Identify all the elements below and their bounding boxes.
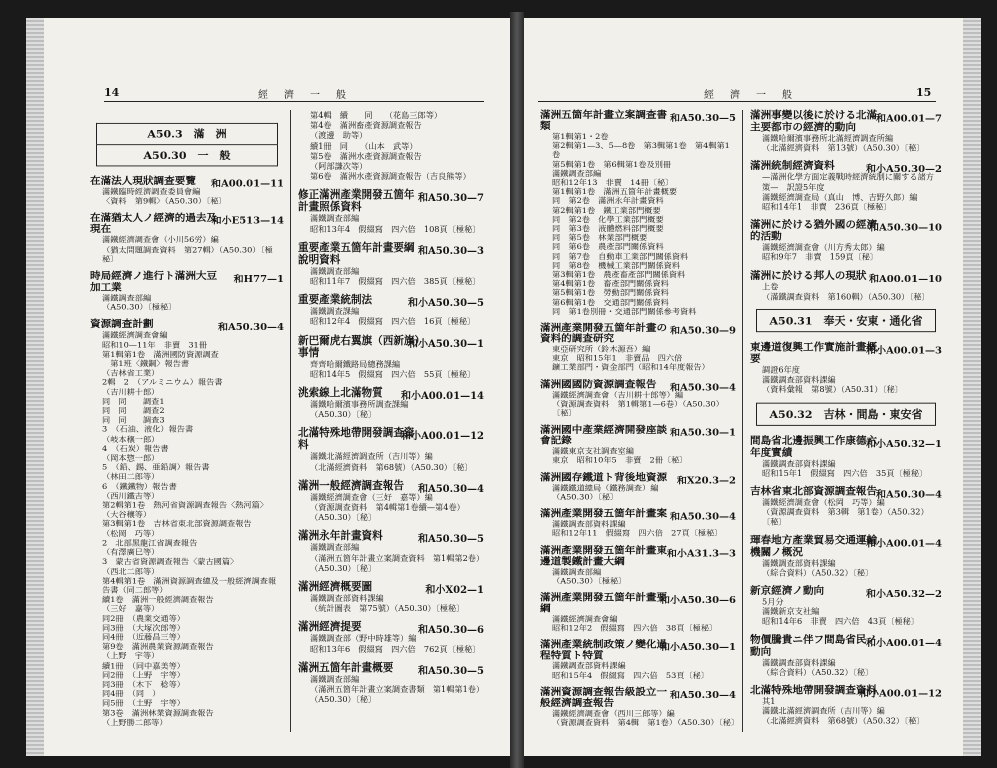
catalog-entry <box>540 509 736 538</box>
call-number: 和小A31.3—3 <box>666 548 736 559</box>
entry-detail: 上卷 <box>762 281 779 292</box>
catalog-entry <box>540 545 736 585</box>
entry-detail: 2 北部黑龍江省調查報告 <box>102 537 198 548</box>
entry-title: 滿洲經濟概要圖 <box>298 581 373 594</box>
entry-detail: （A50.30）〔極秘〕 <box>552 575 627 585</box>
call-number: 和A50.30—9 <box>669 326 736 337</box>
entry-detail: 滿鐵調查課編 <box>310 306 360 317</box>
call-number: 和小A50.30—1 <box>407 338 484 350</box>
entry-detail: 2輯 2 （アルミニウム）報告書 <box>102 377 223 387</box>
entry-detail: 第4卷 滿洲畜產資源調查報告 <box>310 120 422 131</box>
entry-detail: 昭和15年1 假綴寫 四六倍 35頁〔極秘〕 <box>762 468 928 478</box>
entry-detail: （統計圖表 第75號）（A50.30）〔極秘〕 <box>310 603 465 614</box>
entry-list <box>90 176 284 727</box>
entry-detail: 昭和15年4 假綴寫 四六倍 53頁〔秘〕 <box>552 670 710 680</box>
entry-title: 滿洲永年計畫資料 <box>298 530 383 543</box>
catalog-entry <box>298 427 484 471</box>
entry-detail: 第3輯第1卷 農產畜產部門關係資料 <box>552 269 686 279</box>
running-title: 經 濟 一 般 <box>704 90 795 101</box>
entry-detail: （資料彙報 第8號）（A50.31）〔秘〕 <box>762 384 903 395</box>
entry-detail: 第2輯第1—3、5—8卷 第3輯第1卷 第4輯第1卷 <box>552 140 730 160</box>
entry-detail: 同5冊 （土野 宇等） <box>102 698 185 708</box>
entry-detail: 第1輯第1・2卷 <box>552 131 609 141</box>
entry-detail: 同3冊 （大塚次郎等） <box>102 622 185 633</box>
catalog-entry <box>750 585 942 626</box>
entry-list <box>750 110 942 301</box>
entry-detail: （滿洲五箇年計畫立案調查資料 第1輯第2卷） <box>310 552 485 563</box>
entry-detail: 滿鐵調查部編 <box>102 293 152 303</box>
catalog-entry <box>540 323 736 372</box>
book-spine <box>510 12 524 768</box>
catalog-entry <box>540 110 736 316</box>
entry-detail: （資源調查資料 第4輯第1卷續—第4卷） <box>310 502 465 513</box>
entry-detail: 第3輯第1卷 吉林省東北部資源調查報告 <box>102 519 252 529</box>
call-number: 和小A50.32—2 <box>865 589 942 600</box>
catalog-entry <box>90 319 284 726</box>
entry-detail: 滿鐵經濟調查會（松岡 巧等）編 <box>762 497 885 508</box>
entry-detail: 3 蒙古省資源調查報告〈蒙古國篇〉 <box>102 556 239 567</box>
entry-detail: 第2輯第1卷 鐵工業部門概要 <box>552 205 661 215</box>
entry-detail: 續1冊 （同中嘉美等） <box>102 660 185 670</box>
entry-detail: 滿鐵經濟調查會（小川56労）編 <box>102 235 219 245</box>
entry-title: 新巴爾虎右翼旗（西新旗）事情 <box>298 334 420 359</box>
entry-detail: 滿鐵調查部資料課編 <box>762 374 836 385</box>
catalog-entry <box>298 189 484 233</box>
entry-detail: 昭和14年6 非賣 四六倍 43頁〔極秘〕 <box>762 616 920 627</box>
entry-detail: 滿鐵調查部資料課編 <box>552 661 626 671</box>
category-heading: A50.32 吉林・間島・東安省 <box>756 402 936 425</box>
entry-detail: 第1輯第1卷 滿洲國防資源調查 <box>102 349 219 359</box>
entry-detail: 第9卷 滿洲農業資源調查報告 <box>102 641 214 651</box>
entry-title: 重要產業統制法 <box>298 294 373 307</box>
entry-detail: （林田二郎等） <box>102 471 160 482</box>
entry-title: 修正滿洲產業開發五箇年計畫照係資料 <box>298 189 415 214</box>
category-heading: A50.3 滿 洲 <box>96 123 278 144</box>
entry-detail: （猶太問題調查資料 第27輯）（A50.30）〔極秘〕 <box>102 244 273 264</box>
call-number: 和A50.30—4 <box>669 382 736 393</box>
entry-title: 滿洲經濟提要 <box>298 621 362 634</box>
entry-title: 滿洲五箇年計畫立案調查書類 <box>540 110 668 132</box>
page-edge <box>963 18 981 756</box>
page-edge <box>26 18 44 756</box>
entry-detail: （上野勝二郎等） <box>102 717 168 727</box>
entry-title: 滿洲國中產業經濟開發座談會記錄 <box>540 424 668 447</box>
entry-list <box>750 435 942 726</box>
entry-detail: 昭和13年6 假綴寫 四六倍 762頁〔極秘〕 <box>310 643 481 654</box>
catalog-entry <box>540 472 736 501</box>
catalog-entry <box>540 592 736 632</box>
entry-detail: 第1輯第1卷 滿洲五箇年計畫概要 <box>552 186 678 196</box>
entry-detail: 第6卷 滿洲水產資源調查報告（吉良熊等） <box>310 171 471 182</box>
entry-detail: 同 第3卷 液體燃料部門概要 <box>552 223 664 233</box>
entry-detail: 第6輯第1卷 交通部門關係資料 <box>552 297 669 307</box>
entry-title: 物價騰貴ニ伴フ間島省民ノ動向 <box>750 634 878 658</box>
entry-detail: 滿鐵調查部資料課編 <box>762 557 836 568</box>
entry-title: 間島省北邊振興工作康德六年度實績 <box>750 435 878 459</box>
entry-detail: 昭和10—11年 非賣 31冊 <box>102 339 207 350</box>
entry-title: 時局經濟ノ進行ト滿洲大豆加工業 <box>90 270 218 294</box>
call-number: 和A50.30—5 <box>417 665 484 677</box>
entry-title: 滿洲事變以後に於ける北滿主要都市の經濟的動向 <box>750 110 878 134</box>
catalog-entry <box>750 219 942 262</box>
entry-title: 重要產業五箇年計畫要綱說明資料 <box>298 241 415 266</box>
right-column-2 <box>750 110 942 734</box>
entry-detail: 昭和12年2 假綴寫 四六倍 38頁〔極秘〕 <box>552 623 718 633</box>
call-number: 和A00.01—10 <box>869 273 942 285</box>
entry-detail: 第4輯第1卷 滿洲資源調查總及一般經濟調查報告書（同二郎等） <box>102 575 277 595</box>
catalog-entry <box>750 486 942 527</box>
entry-detail: （北滿經濟資料 第13號）（A50.30）〔秘〕 <box>762 143 925 153</box>
catalog-entry <box>298 662 484 705</box>
entry-detail: 滿鐵調查部編 <box>310 542 360 553</box>
call-number: 和小A50.30—1 <box>659 643 736 654</box>
catalog-entry <box>750 270 942 301</box>
entry-title: 滿洲五箇年計畫概要 <box>298 661 394 674</box>
entry-detail: 續1卷 滿洲一般經濟調查報告 <box>102 594 214 604</box>
entry-detail: 5月分 <box>762 596 784 607</box>
entry-detail: （西川鐵吉等） <box>102 490 160 500</box>
entry-list <box>540 110 740 727</box>
call-number: 和小A00.01—12 <box>859 688 942 700</box>
call-number: 和小A00.01—12 <box>401 431 484 443</box>
entry-detail: 4 （石炭）報告書 <box>102 443 169 453</box>
left-column-2 <box>298 110 484 713</box>
entry-detail: 6 （鐵鐵物）報告書 <box>102 481 177 491</box>
header-rule <box>538 101 936 102</box>
entry-detail: （A50.30）〔極秘〕 <box>102 302 177 312</box>
entry-detail: （岐本穣一郎） <box>102 434 160 444</box>
entry-detail: 同 第1卷別冊・交通部門關係參考資料 <box>552 306 697 316</box>
entry-detail: 東京 昭和15年1 非賣品 四六倍 <box>552 353 683 363</box>
entry-detail: 第1班〈鐵鋼〉報告書 <box>102 358 190 368</box>
entry-title: 在滿法人現狀調查要覽 <box>90 175 196 187</box>
entry-detail: （A50.30）〔秘〕 <box>310 694 377 705</box>
entry-title: 滿洲國存鐵道ト背後地資源 <box>540 472 668 484</box>
entry-detail: 調證6年度 <box>762 365 800 375</box>
catalog-entry <box>298 581 484 613</box>
entry-detail: 昭和13年4 假綴寫 四六倍 108頁〔極秘〕 <box>310 223 481 234</box>
entry-title: 洮索線上北滿物質 <box>298 387 383 400</box>
entry-detail: （綜合資料）（A50.32）〔秘〕 <box>762 567 874 578</box>
entry-detail: 昭和14年5 假綴寫 四六倍 55頁〔極秘〕 <box>310 368 476 379</box>
entry-detail: 滿鐵經濟調查會（川方秀太郎）編 <box>762 242 885 253</box>
entry-detail: （資源調查資料 第4輯 第1卷）（A50.30）〔秘〕 <box>552 717 740 727</box>
entry-detail: 同 第7卷 自動車工業部門關係資料 <box>552 251 689 261</box>
left-column-1 <box>90 110 284 734</box>
entry-detail: 昭和9年7 非賣 159頁〔秘〕 <box>762 252 879 263</box>
catalog-entry <box>540 640 736 680</box>
entry-detail: 東亞研究所（鈴木源吾）編 <box>552 344 651 354</box>
catalog-entry <box>540 425 736 465</box>
entry-detail: 第5輯第1卷 勞動部門關係資料 <box>552 288 669 298</box>
call-number: 和小X02—1 <box>425 585 484 597</box>
call-number: 和小A00.01—4 <box>865 538 942 550</box>
call-number: 和小E513—14 <box>211 216 284 227</box>
entry-detail: 東京 昭和10年5 非賣 2冊〔秘〕 <box>552 455 688 465</box>
entry-detail: 昭和11年7 假綴寫 四六倍 385頁〔極秘〕 <box>310 276 481 287</box>
entry-detail: 續1冊 同 （山本 武等） <box>310 140 418 151</box>
call-number: 和小A50.30—2 <box>865 164 942 176</box>
entry-detail: 滿鐵北滿經濟調查所（吉川等）編 <box>762 706 885 716</box>
entry-detail: 滿鐵哈爾濱事務所北滿經濟調查所編 <box>762 133 894 143</box>
catalog-entry <box>750 634 942 677</box>
catalog-entry <box>298 530 484 573</box>
page-number: 15 <box>916 86 932 99</box>
entry-detail: 同 同 調查3 <box>102 415 165 425</box>
catalog-entry <box>298 110 484 181</box>
call-number: 和小A00.01—4 <box>865 638 942 649</box>
entry-detail: （A50.30）〔秘〕 <box>310 409 377 420</box>
entry-title: 新京經濟ノ動向 <box>750 585 825 597</box>
call-number: 和小A00.01—3 <box>865 345 942 357</box>
catalog-entry <box>298 242 484 286</box>
entry-detail: （吉川耕十郎） <box>102 387 160 397</box>
entry-title: 滿洲資源調查報告級設立一般經濟調查報告 <box>540 686 668 709</box>
entry-title: 滿洲國國防資源調查報告 <box>540 379 657 391</box>
entry-title: 滿洲に於ける邦人の現狀 <box>750 269 867 282</box>
running-title: 經 濟 一 般 <box>258 90 349 101</box>
entry-detail: 同 第8卷 機械工業部門關係資料 <box>552 260 681 270</box>
entry-title: 滿洲產業開發五箇年計畫要綱 <box>540 592 668 614</box>
entry-detail: （資源調查資料 第3輯 第1卷）（A50.32）〔秘〕 <box>762 507 929 527</box>
entry-detail: 滿鐵調查部資料課編 <box>762 657 836 668</box>
entry-detail: （上野 宇等） <box>102 651 160 661</box>
entry-title: 東邊道復興工作實施計畫概要 <box>750 341 878 366</box>
entry-detail: 昭和12年13 非賣 14冊〔秘〕 <box>552 177 674 187</box>
entry-detail: （北滿經濟資料 第68號）（A50.30）〔秘〕 <box>310 461 473 472</box>
entry-detail: 滿鐵調查部編 <box>552 168 602 178</box>
call-number: 和小A50.30—5 <box>407 298 484 310</box>
entry-detail: 齊齊哈爾鐵路局總務課編 <box>310 358 401 369</box>
left-page <box>26 18 510 756</box>
entry-detail: 第5卷 滿洲水產資源調查報告 <box>310 150 422 161</box>
catalog-entry <box>298 335 484 379</box>
catalog-entry <box>298 621 484 653</box>
catalog-entry <box>298 294 484 326</box>
entry-detail: 滿鐵調查部編 <box>310 213 360 224</box>
entry-detail: 同4冊 （近藤昌三等） <box>102 632 185 642</box>
entry-detail: 滿鐵經濟調查局（真山 博、吉野久郎）編 <box>762 191 918 202</box>
entry-detail: 昭和14年1 非賣 236頁〔極秘〕 <box>762 201 892 212</box>
entry-detail: （A50.30）〔秘〕 <box>310 512 377 523</box>
entry-detail: （松岡 巧等） <box>102 528 160 538</box>
catalog-entry <box>750 161 942 212</box>
entry-detail: （岡本惣一郎） <box>102 453 160 463</box>
entry-detail: 滿鐵新京支社編 <box>762 606 820 617</box>
entry-detail: （A50.30）〔秘〕 <box>310 562 377 573</box>
entry-detail: 滿鐵鐵道總局（鐵務調查）編 <box>552 483 659 493</box>
entry-title: 滿洲一般經濟調查報告 <box>298 479 404 492</box>
entry-detail: 同2冊 （農業交通等） <box>102 613 185 623</box>
entry-detail: 同 第2卷 滿洲永年計畫資料 <box>552 196 664 206</box>
call-number: 和A50.30—4 <box>669 512 736 523</box>
entry-title: 北滿特殊地帶開發調查資料 <box>750 684 878 697</box>
entry-detail: 鑛工業部門・資金部門（昭和14年度報告） <box>552 362 710 372</box>
catalog-entry <box>750 110 942 153</box>
entry-detail: 滿鐵臨時經濟調查委員會編 <box>102 186 201 196</box>
page-number: 14 <box>104 86 120 99</box>
header-rule <box>104 101 484 102</box>
entry-title: 在滿猶太人ノ經濟的過去及現在 <box>90 212 218 236</box>
entry-detail: 滿鐵調查部資料課編 <box>310 593 384 604</box>
entry-detail: 滿鐵調查部編 <box>552 566 602 576</box>
column-rule <box>742 110 743 732</box>
entry-title: 滿洲產業開發五箇年計畫案 <box>540 508 668 520</box>
call-number: 和A50.30—4 <box>417 483 484 495</box>
entry-detail: 滿鐵東京支社調查室編 <box>552 446 634 456</box>
entry-detail: （滿鐵調查資料 第160輯）（A50.30）〔秘〕 <box>762 291 930 302</box>
entry-list <box>750 342 942 395</box>
catalog-entry <box>750 435 942 478</box>
call-number: 和小A00.01—14 <box>401 391 484 403</box>
catalog-entry <box>750 342 942 395</box>
call-number: 和A50.30—7 <box>417 193 484 205</box>
entry-detail: 滿鐵哈爾濱事務所調查課編 <box>310 399 409 410</box>
entry-title: 資源調查計劃 <box>90 319 154 331</box>
entry-detail: （滿洲五箇年計畫立案調查書類 第1輯第1卷） <box>310 684 485 695</box>
entry-detail: （三好 嘉等） <box>102 603 160 614</box>
call-number: 和H77—1 <box>233 274 284 285</box>
catalog-entry <box>540 686 740 727</box>
column-rule <box>290 110 291 732</box>
right-column-1 <box>540 110 740 734</box>
entry-detail: 同 第6卷 農產部門關係資料 <box>552 242 664 252</box>
entry-title: 滿洲產業統制政策ノ變化過程特質ト特質 <box>540 639 668 662</box>
call-number: 和A50.30—4 <box>669 690 736 701</box>
entry-title: 滿洲產業開發五箇年計畫東邊道製鐵計畫大綱 <box>540 545 668 567</box>
entry-title: 琿春地方產業貿易交通運輸機關ノ概況 <box>750 534 878 558</box>
entry-detail: （阿部謙次等） <box>310 161 368 172</box>
call-number: 和A00.01—11 <box>211 179 284 190</box>
entry-detail: （吉林省工業） <box>102 368 160 378</box>
entry-detail: 第4輯第1卷 畜產部門關係資料 <box>552 278 669 288</box>
catalog-entry <box>750 535 942 578</box>
entry-detail: 滿鐵經濟調查會（吉川耕十郎等）編 <box>552 390 684 400</box>
catalog-entry <box>90 271 284 312</box>
entry-title: 滿洲統制經濟資料 <box>750 160 835 173</box>
call-number: 和小A50.30—6 <box>659 595 736 606</box>
call-number: 和A50.30—5 <box>417 534 484 546</box>
entry-detail: 同 第5卷 林業部門概要 <box>552 232 648 242</box>
entry-title: 北滿特殊地帶開發調查資料 <box>298 427 415 452</box>
entry-detail: 同 同 調查1 <box>102 396 165 406</box>
entry-detail: 同3冊 （木下 稔等） <box>102 679 185 689</box>
catalog-entry <box>90 213 284 263</box>
catalog-entry <box>298 387 484 419</box>
entry-detail: （西北二郎等） <box>102 566 160 576</box>
entry-detail: 滿鐵調查部（野中時雄等）編 <box>310 633 417 644</box>
entry-detail: 滿鐵經濟調查會（三好 嘉等）編 <box>310 491 433 502</box>
call-number: 和A50.30—10 <box>869 223 942 234</box>
entry-detail: （大谷穰等） <box>102 509 152 519</box>
call-number: 和A50.30—4 <box>875 489 942 501</box>
entry-detail: 昭和12年11 假綴寫 四六倍 27頁〔極秘〕 <box>552 528 723 538</box>
category-heading: A50.31 奉天・安東・通化省 <box>756 309 936 332</box>
entry-detail: 滿鐵經濟調查會編 <box>102 330 168 340</box>
catalog-entry <box>750 685 942 726</box>
catalog-entry <box>298 480 484 523</box>
entry-list <box>298 110 484 705</box>
entry-detail: 同2冊 （上野 宇等） <box>102 669 185 680</box>
subcategory-heading: A50.30 一 般 <box>96 144 278 166</box>
entry-detail: 滿鐵調查部編 <box>310 265 360 276</box>
catalog-entry <box>540 379 736 417</box>
entry-detail: （渡邊 助等） <box>310 130 368 141</box>
entry-detail: 同 第2卷 化學工業部門概要 <box>552 214 664 224</box>
call-number: 和小A50.32—1 <box>865 439 942 450</box>
call-number: 和A00.01—7 <box>875 113 942 125</box>
entry-detail: —滿洲化學方面定義戰時經濟統制に關する諸方策— 訳證5年度 <box>762 172 934 192</box>
entry-detail: 滿鐵調查部資料課編 <box>762 458 836 469</box>
entry-detail: 同4冊 （同 ） <box>102 688 161 699</box>
entry-title: 滿洲產業開發五箇年計畫の資料的調查研究 <box>540 322 668 345</box>
call-number: 和A50.30—6 <box>417 625 484 637</box>
call-number: 和A50.30—3 <box>417 245 484 257</box>
entry-detail: （綜合資料）（A50.32）〔秘〕 <box>762 667 874 677</box>
entry-detail: 3 （石油、液化）報告書 <box>102 424 194 434</box>
entry-detail: 第5輯第1卷 第6輯第1卷及別冊 <box>552 159 672 169</box>
entry-detail: 同 同 調查2 <box>102 405 165 416</box>
entry-detail: 5 （鉛、錫、亜鉛調）報告書 <box>102 462 210 472</box>
entry-detail: 第4輯 續 同 （花島三郎等） <box>310 110 443 120</box>
entry-detail: （有澤廣巳等） <box>102 547 160 557</box>
call-number: 和A50.30—5 <box>669 113 736 124</box>
entry-detail: （A50.30）〔秘〕 <box>552 492 619 502</box>
entry-detail: 其1 <box>762 696 776 707</box>
entry-detail: 滿鐵經濟調查會編 <box>552 613 618 624</box>
call-number: 和X20.3—2 <box>676 475 736 486</box>
entry-title: 滿洲に於ける猶外國の經濟的活動 <box>750 219 878 243</box>
call-number: 和A50.30—1 <box>669 428 736 439</box>
entry-detail: 滿鐵調查部資料課編 <box>552 519 626 529</box>
entry-detail: 第3卷 滿洲林業資源調查報告 <box>102 707 214 717</box>
entry-detail: （北滿經濟資料 第68號）（A50.32）〔秘〕 <box>762 716 925 726</box>
catalog-entry <box>90 176 284 206</box>
entry-detail: 滿鐵北滿經濟調查所（吉川等）編 <box>310 451 433 462</box>
entry-detail: 昭和12年4 假綴寫 四六倍 16頁〔極秘〕 <box>310 316 476 327</box>
entry-detail: 滿鐵經濟調查會（西川三郎等）編 <box>552 708 675 718</box>
entry-detail: 〈資料 第9輯〉（A50.30）〔秘〕 <box>102 196 227 206</box>
entry-detail: （資源調查資料 第1輯第1—6卷）（A50.30）〔秘〕 <box>552 399 724 418</box>
entry-detail: 第2輯第1卷 熱河省資源調查報告〈熱河篇〉 <box>102 500 268 510</box>
entry-title: 吉林省東北部資源調查報告 <box>750 485 878 498</box>
entry-detail: 滿鐵調查部編 <box>310 673 360 684</box>
call-number: 和A50.30—4 <box>217 323 284 334</box>
right-page <box>524 18 981 756</box>
